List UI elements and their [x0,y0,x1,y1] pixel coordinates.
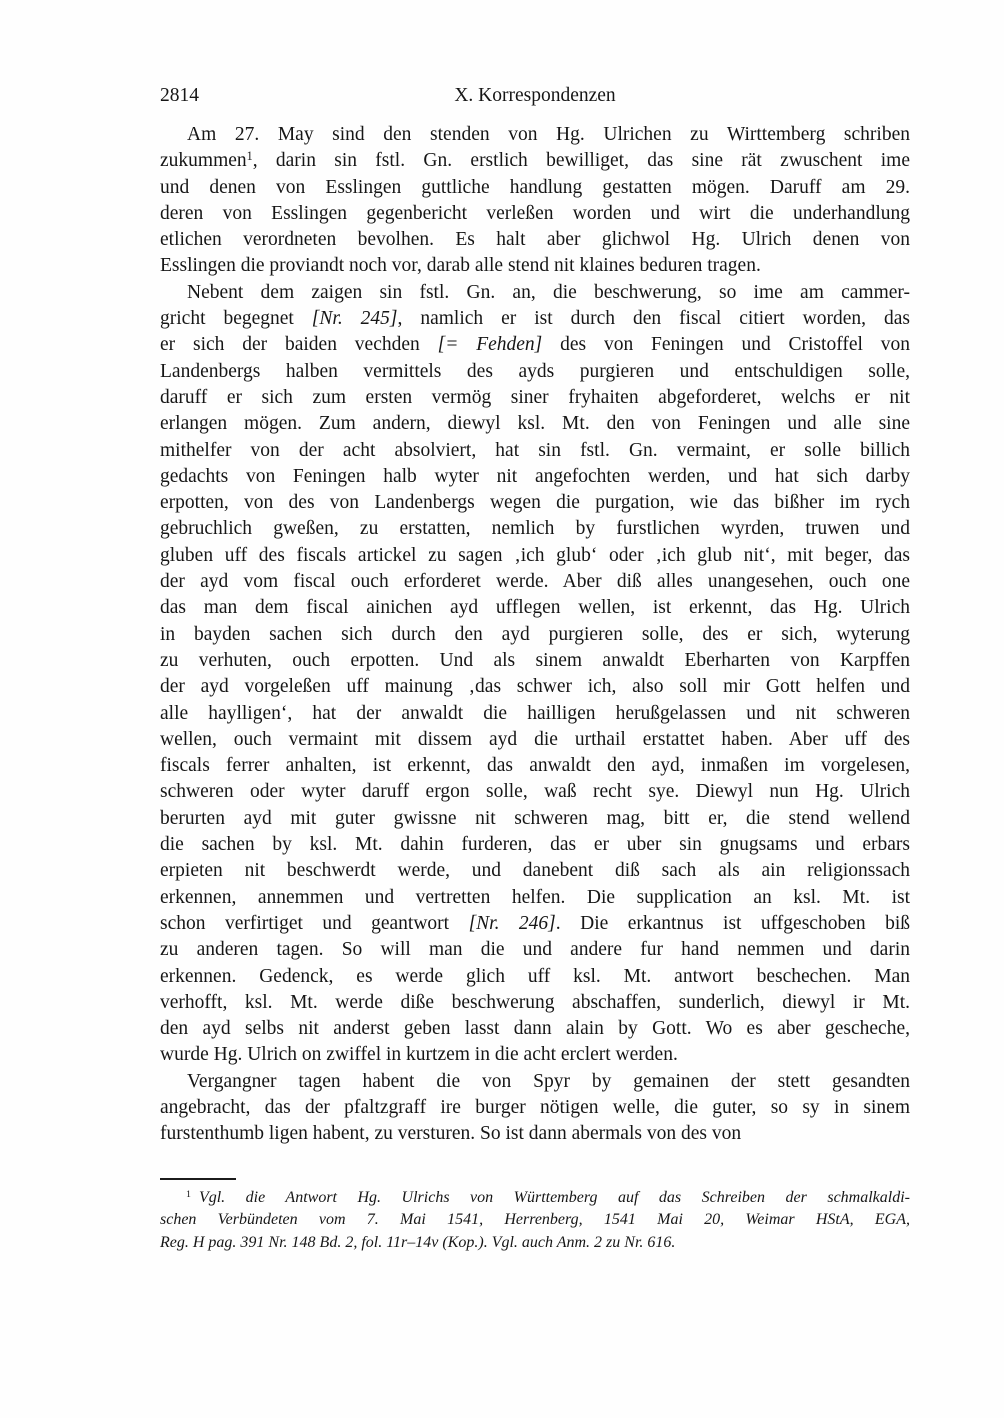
body-line [160,411,910,437]
text-run: erkennen, annemmen und vertretten helfen. Die supplication an ksl. Mt. ist [160,886,910,908]
text-run: verhofft, ksl. Mt. werde diße beschwerung abschaffen, sunderlich, diewyl ir Mt. [160,991,910,1013]
text-run: zukummen [160,150,247,172]
body-line [160,779,910,805]
body-line [160,858,910,884]
body-line [160,543,910,569]
footnote-line [160,1232,910,1254]
text-run: Am 27. May sind den stenden von Hg. Ulrichen zu Wirttemberg schriben [187,124,910,145]
text-run: etlichen verordneten bevolhen. Es halt aber glichwol Hg. Ulrich denen von [160,229,910,251]
body-line [160,937,910,963]
text-run: in bayden sachen sich durch den ayd purgieren solle, des er sich, wyterung [160,623,910,645]
body-line [160,227,910,253]
text-run: deren von Esslingen gegenbericht verleßen worden und wirt die underhandlung [160,202,910,224]
text-run: angebracht, das der pfaltzgraff ire burger nötigen welle, die guter, so sy in sinem [160,1096,910,1118]
text-run: und denen von Esslingen guttliche handlung gestatten mögen. Daruff am 29. [160,176,910,198]
text-run: mithelfer von der acht absolviert, hat sin fstl. Gn. vermaint, er solle billich [160,439,910,461]
text-run: erlangen mögen. Zum andern, diewyl ksl. Mt. den von Feningen und alle sine [160,413,910,435]
body-line [160,122,910,148]
text-run: fiscals ferrer anhalten, ist erkennt, das anwaldt den ayd, inmaßen im vorgelesen, [160,755,910,777]
body-line [160,595,910,621]
text-run: gricht begegnet [160,308,312,330]
text-run: , namlich er ist durch den fiscal citiert worden, das [397,308,910,330]
footnote-text [160,1187,910,1254]
text-run: wellen, ouch vermaint mit dissem ayd die urthail erstattet haben. Aber uff des [160,728,910,750]
text-run: gedachts von Feningen halb wyter nit angefochten werden, und hat sich darby [160,465,910,487]
footnote-line [160,1187,910,1209]
body-line [160,201,910,227]
body-line [160,280,910,306]
body-line [160,701,910,727]
text-run: zu verhuten, ouch erpotten. Und als sinem anwaldt Eberharten von Karpffen [160,649,910,671]
body-line [160,753,910,779]
text-run: wurde Hg. Ulrich on zwiffel in kurtzem in die acht erclert werden. [160,1044,678,1066]
body-line [160,648,910,674]
text-run: gebruchlich gweßen, zu erstatten, nemlich by furstlichen wyrden, truwen und [160,518,910,540]
body-line [160,990,910,1016]
body-line [160,674,910,700]
text-run: er sich der baiden vechden [160,334,438,356]
body-line [160,464,910,490]
text-run: furstenthumb ligen habent, zu versturen. So ist dann abermals von des von [160,1123,742,1145]
text-run: gluben uff des fiscals artickel zu sagen ‚ich glub‘ oder ‚ich glub nit‘, mit beger, das [160,544,910,566]
body-line [160,727,910,753]
page-header [160,84,910,108]
editorial-note: Reg. H pag. 391 Nr. 148 Bd. 2, fol. 11r–14v (Kop.). Vgl. auch Anm. 2 zu Nr. 616. [160,1233,676,1251]
body-text [160,122,910,1148]
body-line [160,438,910,464]
body-line [160,885,910,911]
body-line [160,911,910,937]
editorial-note: [= Fehden] [437,334,543,356]
body-line [160,148,910,174]
footnote [160,1178,910,1254]
text-run: erpotten, von des von Landenbergs wegen die purgation, wie das bißher im rych [160,492,910,514]
body-line [160,385,910,411]
text-run: schweren oder wyter daruff ergon solle, waß recht sye. Diewyl nun Hg. Ulrich [160,781,910,803]
body-line [160,806,910,832]
text-run: der ayd vom fiscal ouch erforderet werde. Aber diß alles unangesehen, ouch one [160,571,910,593]
text-run: das man dem fiscal ainichen ayd ufflegen wellen, ist erkennt, das Hg. Ulrich [160,597,910,619]
body-line [160,1121,910,1147]
body-line [160,359,910,385]
text-run: erpieten nit beschwerdt werde, und danebent diß sach als ain religionssach [160,860,910,882]
text-run: erkennen. Gedenck, es werde glich uff ksl. Mt. antwort beschechen. Man [160,965,910,987]
text-column [160,84,910,1148]
body-line [160,1095,910,1121]
body-line [160,832,910,858]
body-line [160,1069,910,1095]
body-line [160,1042,910,1068]
body-line [160,175,910,201]
text-run: , darin sin fstl. Gn. erstlich bewilliget, das sine rät zwuschent ime [252,150,910,172]
text-run: alle haylligen‘, hat der anwaldt die hailligen herußgelassen und nit schweren [160,702,910,724]
body-line [160,516,910,542]
editorial-note: schen Verbündeten vom 7. Mai 1541, Herrenberg, 1541 Mai 20, Weimar HStA, EGA, [160,1211,910,1229]
text-run: berurten ayd mit guter gwissne nit schweren mag, bitt er, die stend wellend [160,807,910,829]
footnote-line [160,1209,910,1231]
text-run: die sachen by ksl. Mt. dahin furderen, das er uber sin gnugsams und erbars [160,834,910,856]
body-line [160,622,910,648]
running-head: X. Korrespondenzen [454,85,616,106]
text-run: der ayd vorgeleßen uff mainung ‚das schwer ich, also soll mir Gott helfen und [160,676,910,698]
text-run: schon verfirtiget und geantwort [160,912,469,934]
footnote-marker: 1 [186,1189,191,1201]
text-run: den ayd selbs nit anderst geben lasst dann alain by Gott. Wo es aber gescheche, [160,1018,910,1040]
body-line [160,1016,910,1042]
page-number: 2814 [160,85,199,106]
text-run: daruff er sich zum ersten vermög siner fryhaiten abgeforderet, welchs er nit [160,386,910,408]
body-line [160,306,910,332]
text-run: Landenbergs halben vermittels des ayds purgieren und entschuldigen solle, [160,360,910,382]
text-run: Esslingen die proviandt noch vor, darab alle stend nit klaines beduren tragen. [160,255,761,277]
body-line [160,253,910,279]
editorial-note: [Nr. 245] [311,308,398,330]
text-run: . Die erkantnus ist uffgeschoben biß [555,912,910,934]
body-line [160,569,910,595]
text-run: des von Feningen und Cristoffel von [542,334,911,356]
footnote-rule [160,1178,236,1180]
footnote-marker: 1 [246,149,253,164]
body-line [160,332,910,358]
editorial-note: [Nr. 246] [468,912,556,934]
body-line [160,490,910,516]
editorial-note: Vgl. die Antwort Hg. Ulrichs von Württemberg auf das Schreiben der schmalkaldi- [190,1189,910,1206]
text-run: Nebent dem zaigen sin fstl. Gn. an, die beschwerung, so ime am cammer- [187,281,910,303]
text-run: Vergangner tagen habent die von Spyr by gemainen der stett gesandten [187,1070,910,1092]
text-run: zu anderen tagen. So will man die und andere fur hand nemmen und darin [160,939,910,961]
body-line [160,964,910,990]
